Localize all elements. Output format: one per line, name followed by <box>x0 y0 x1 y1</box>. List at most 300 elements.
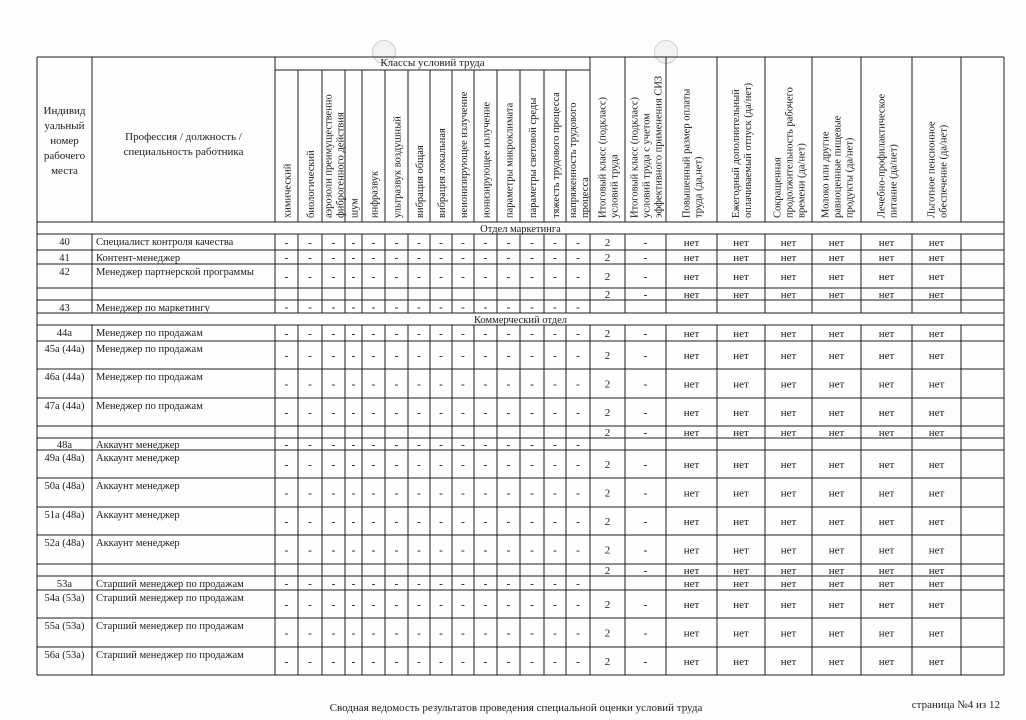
benefit-value: нет <box>733 271 749 283</box>
factor-value: - <box>576 578 580 590</box>
profession-name: Менеджер по маркетингу <box>96 303 210 314</box>
factor-value: - <box>439 656 443 668</box>
header-profession: специальность работника <box>123 146 244 158</box>
header-summary-5: Молоко или другие <box>820 131 832 218</box>
benefit-value: нет <box>683 565 700 577</box>
factor-value: - <box>394 459 399 471</box>
factor-value: - <box>439 516 443 528</box>
header-factor-11: параметры световой среды <box>528 97 539 218</box>
benefit-value: нет <box>878 350 895 362</box>
factor-value: - <box>576 487 580 500</box>
profession-name: Аккаунт менеджер <box>96 538 180 549</box>
benefit-value: нет <box>733 544 749 557</box>
benefit-value: нет <box>928 407 945 419</box>
factor-value: - <box>417 516 421 528</box>
final-class-siz: - <box>643 289 648 301</box>
factor-value: - <box>417 378 421 391</box>
benefit-value: нет <box>828 289 845 301</box>
factor-value: - <box>530 599 534 611</box>
factor-value: - <box>417 328 421 340</box>
workplace-number: 51а (48а) <box>44 510 85 521</box>
benefit-value: нет <box>928 328 945 340</box>
benefit-value: нет <box>878 599 895 611</box>
factor-value: - <box>483 578 488 590</box>
factor-value: - <box>506 578 511 590</box>
final-class-siz: - <box>643 544 648 557</box>
factor-value: - <box>553 544 557 557</box>
factor-value: - <box>530 627 534 640</box>
header-summary-7: обеспечение (да/нет) <box>938 124 950 218</box>
workplace-number: 52а (48а) <box>44 538 85 549</box>
factor-value: - <box>461 516 465 528</box>
workplace-number: 42 <box>59 267 70 278</box>
header-factor-1: биологический <box>306 150 317 218</box>
factor-value: - <box>331 301 336 314</box>
factor-value: - <box>351 252 356 264</box>
final-class: 2 <box>604 487 611 500</box>
factor-value: - <box>506 350 511 362</box>
benefit-value: нет <box>683 271 700 283</box>
final-class-siz: - <box>643 350 648 362</box>
factor-value: - <box>506 439 511 451</box>
benefit-value: нет <box>928 289 945 301</box>
benefit-value: нет <box>878 328 895 340</box>
workplace-number: 53а <box>56 579 73 590</box>
header-factor-6: вибрация общая <box>415 145 426 218</box>
factor-value: - <box>576 378 580 391</box>
factor-value: - <box>483 350 488 362</box>
workplace-number: 49а (48а) <box>44 453 85 464</box>
benefit-value: нет <box>683 252 700 264</box>
benefit-value: нет <box>828 544 845 557</box>
benefit-value: нет <box>733 578 749 590</box>
benefit-value: нет <box>733 252 749 264</box>
factor-value: - <box>308 252 312 264</box>
benefit-value: нет <box>928 350 945 362</box>
factor-value: - <box>530 378 534 391</box>
factor-value: - <box>371 328 376 340</box>
factor-value: - <box>371 656 376 668</box>
benefit-value: нет <box>780 487 797 500</box>
factor-value: - <box>439 301 443 314</box>
factor-value: - <box>394 378 399 391</box>
factor-value: - <box>530 252 534 264</box>
final-class-siz: - <box>643 427 648 439</box>
factor-value: - <box>530 328 534 340</box>
section-heading: Отдел маркетинга <box>480 224 561 235</box>
factor-value: - <box>351 599 356 611</box>
factor-value: - <box>461 328 465 340</box>
factor-value: - <box>553 407 557 419</box>
factor-value: - <box>308 627 312 640</box>
final-class-siz: - <box>643 328 648 340</box>
factor-value: - <box>351 328 356 340</box>
final-class-siz: - <box>643 565 648 577</box>
factor-value: - <box>394 350 399 362</box>
factor-value: - <box>308 378 312 391</box>
factor-value: - <box>371 407 376 419</box>
factor-value: - <box>417 544 421 557</box>
benefit-value: нет <box>683 459 700 471</box>
factor-value: - <box>394 328 399 340</box>
benefit-value: нет <box>828 627 845 640</box>
final-class: 2 <box>604 350 611 362</box>
factor-value: - <box>417 487 421 500</box>
factor-value: - <box>394 599 399 611</box>
factor-value: - <box>439 328 443 340</box>
factor-value: - <box>331 487 336 500</box>
factor-value: - <box>461 578 465 590</box>
factor-value: - <box>576 407 580 419</box>
workplace-number: 43 <box>59 303 70 314</box>
final-class: 2 <box>604 599 611 611</box>
final-class-siz: - <box>643 627 648 640</box>
header-factor-13: напряженность трудового <box>568 102 579 218</box>
profession-name: Старший менеджер по продажам <box>96 593 244 604</box>
header-summary-5: продукты (да/нет) <box>844 137 856 218</box>
factor-value: - <box>394 516 399 528</box>
factor-value: - <box>461 599 465 611</box>
benefit-value: нет <box>878 627 895 640</box>
factor-value: - <box>530 459 534 471</box>
benefit-value: нет <box>878 407 895 419</box>
factor-value: - <box>284 599 289 611</box>
benefit-value: нет <box>828 378 845 391</box>
benefit-value: нет <box>780 627 797 640</box>
factor-value: - <box>308 237 312 249</box>
factor-value: - <box>461 378 465 391</box>
final-class-siz: - <box>643 237 648 249</box>
header-factor-8: неионизирующее излучение <box>459 91 470 218</box>
header-workplace-number: Индивид <box>43 105 86 117</box>
factor-value: - <box>331 328 336 340</box>
factor-value: - <box>394 252 399 264</box>
factor-value: - <box>284 252 289 264</box>
factor-value: - <box>351 237 356 249</box>
benefit-value: нет <box>780 656 797 668</box>
header-summary-4: времени (да/нет) <box>796 143 808 218</box>
benefit-value: нет <box>733 328 749 340</box>
factor-value: - <box>483 487 488 500</box>
workplace-number: 47а (44а) <box>44 401 85 412</box>
factor-value: - <box>394 578 399 590</box>
factor-value: - <box>530 301 534 314</box>
benefit-value: нет <box>683 237 700 249</box>
factor-value: - <box>461 627 465 640</box>
factor-value: - <box>394 301 399 314</box>
workplace-number: 45а (44а) <box>44 344 85 355</box>
benefit-value: нет <box>780 516 797 528</box>
factor-value: - <box>331 237 336 249</box>
factor-value: - <box>439 487 443 500</box>
factor-value: - <box>461 407 465 419</box>
factor-value: - <box>417 271 421 283</box>
factor-value: - <box>439 439 443 451</box>
benefit-value: нет <box>683 350 700 362</box>
factor-value: - <box>483 237 488 249</box>
benefit-value: нет <box>828 516 845 528</box>
factor-value: - <box>308 544 312 557</box>
benefit-value: нет <box>828 427 845 439</box>
factor-value: - <box>351 350 356 362</box>
factor-value: - <box>483 656 488 668</box>
factor-value: - <box>506 407 511 419</box>
factor-value: - <box>417 627 421 640</box>
factor-value: - <box>394 656 399 668</box>
benefit-value: нет <box>928 656 945 668</box>
factor-value: - <box>506 544 511 557</box>
factor-value: - <box>308 271 312 283</box>
factor-value: - <box>351 407 356 419</box>
factor-value: - <box>331 252 336 264</box>
workplace-number: 40 <box>59 237 70 248</box>
benefit-value: нет <box>878 271 895 283</box>
factor-value: - <box>394 271 399 283</box>
factor-value: - <box>439 378 443 391</box>
benefit-value: нет <box>928 271 945 283</box>
header-workplace-number: номер <box>50 135 79 147</box>
factor-value: - <box>284 459 289 471</box>
factor-value: - <box>439 237 443 249</box>
profession-name: Специалист контроля качества <box>96 237 234 248</box>
factor-value: - <box>483 627 488 640</box>
factor-value: - <box>284 544 289 557</box>
profession-name: Старший менеджер по продажам <box>96 579 244 590</box>
header-summary-1: эффективного применения СИЗ <box>653 75 665 218</box>
header-summary-0: условий труда <box>609 154 621 218</box>
benefit-value: нет <box>828 459 845 471</box>
profession-name: Менеджер по продажам <box>96 344 203 355</box>
benefit-value: нет <box>683 627 700 640</box>
header-summary-6: питание (да/нет) <box>888 144 900 218</box>
factor-value: - <box>506 516 511 528</box>
final-class: 2 <box>604 271 611 283</box>
factor-value: - <box>506 271 511 283</box>
factor-value: - <box>439 578 443 590</box>
factor-value: - <box>284 578 289 590</box>
factor-value: - <box>417 350 421 362</box>
benefit-value: нет <box>780 271 797 283</box>
factor-value: - <box>284 656 289 668</box>
factor-value: - <box>576 237 580 249</box>
factor-value: - <box>371 516 376 528</box>
factor-value: - <box>553 656 557 668</box>
factor-value: - <box>308 516 312 528</box>
benefit-value: нет <box>928 565 945 577</box>
benefit-value: нет <box>828 487 845 500</box>
benefit-value: нет <box>878 578 895 590</box>
factor-value: - <box>530 237 534 249</box>
benefit-value: нет <box>683 328 700 340</box>
factor-value: - <box>308 487 312 500</box>
factor-value: - <box>553 627 557 640</box>
factor-value: - <box>371 237 376 249</box>
final-class: 2 <box>604 289 611 301</box>
workplace-number: 55а (53а) <box>44 621 85 632</box>
factor-value: - <box>371 301 376 314</box>
benefit-value: нет <box>828 350 845 362</box>
benefit-value: нет <box>878 459 895 471</box>
factor-value: - <box>576 544 580 557</box>
final-class: 2 <box>604 407 611 419</box>
benefit-value: нет <box>878 487 895 500</box>
header-summary-0: Итоговый класс (подкласс) <box>597 96 609 218</box>
benefit-value: нет <box>733 407 749 419</box>
header-profession: Профессия / должность / <box>125 131 242 143</box>
benefit-value: нет <box>878 378 895 391</box>
factor-value: - <box>553 487 557 500</box>
benefit-value: нет <box>780 350 797 362</box>
benefit-value: нет <box>683 407 700 419</box>
profession-name: Аккаунт менеджер <box>96 481 180 492</box>
final-class-siz: - <box>643 271 648 283</box>
factor-value: - <box>331 378 336 391</box>
factor-value: - <box>506 328 511 340</box>
benefit-value: нет <box>780 289 797 301</box>
benefit-value: нет <box>733 237 749 249</box>
workplace-number: 46а (44а) <box>44 372 85 383</box>
page-number: страница №4 из 12 <box>911 699 1000 711</box>
header-summary-4: Сокращенная <box>772 157 784 218</box>
factor-value: - <box>308 407 312 419</box>
factor-value: - <box>576 656 580 668</box>
header-factor-7: вибрация локальная <box>437 128 448 218</box>
benefit-value: нет <box>683 578 700 590</box>
benefit-value: нет <box>780 578 797 590</box>
factor-value: - <box>331 599 336 611</box>
benefit-value: нет <box>683 487 700 500</box>
factor-value: - <box>417 599 421 611</box>
factor-value: - <box>284 439 289 451</box>
benefit-value: нет <box>780 378 797 391</box>
benefit-value: нет <box>828 565 845 577</box>
factor-value: - <box>351 578 356 590</box>
benefit-value: нет <box>733 599 749 611</box>
factor-value: - <box>284 407 289 419</box>
factor-value: - <box>461 301 465 314</box>
factor-value: - <box>371 271 376 283</box>
factor-value: - <box>576 439 580 451</box>
benefit-value: нет <box>733 378 749 391</box>
workplace-number: 54а (53а) <box>44 593 85 604</box>
header-workplace-number: места <box>51 165 78 177</box>
benefit-value: нет <box>828 252 845 264</box>
benefit-value: нет <box>928 627 945 640</box>
benefit-value: нет <box>683 544 700 557</box>
final-class: 2 <box>604 516 611 528</box>
factor-value: - <box>461 271 465 283</box>
factor-value: - <box>308 350 312 362</box>
factor-value: - <box>371 544 376 557</box>
factor-value: - <box>553 350 557 362</box>
final-class-siz: - <box>643 252 648 264</box>
profession-name: Менеджер по продажам <box>96 401 203 412</box>
benefit-value: нет <box>928 544 945 557</box>
workplace-number: 48а <box>56 440 73 451</box>
benefit-value: нет <box>878 289 895 301</box>
header-factor-4: инфразвук <box>369 170 381 218</box>
factor-value: - <box>483 439 488 451</box>
factor-value: - <box>284 627 289 640</box>
factor-value: - <box>530 656 534 668</box>
header-factor-5: ультразвук воздушный <box>392 116 404 218</box>
benefit-value: нет <box>928 237 945 249</box>
final-class: 2 <box>604 656 611 668</box>
factor-value: - <box>553 328 557 340</box>
final-class-siz: - <box>643 459 648 471</box>
factor-value: - <box>417 237 421 249</box>
factor-value: - <box>417 252 421 264</box>
profession-name: Старший менеджер по продажам <box>96 621 244 632</box>
header-summary-3: оплачиваемый отпуск (да/нет) <box>743 82 754 218</box>
factor-value: - <box>331 459 336 471</box>
factor-value: - <box>461 439 465 451</box>
factor-value: - <box>483 407 488 419</box>
factor-value: - <box>371 627 376 640</box>
final-class: 2 <box>604 378 611 391</box>
factor-value: - <box>394 487 399 500</box>
benefit-value: нет <box>780 252 797 264</box>
factor-value: - <box>530 487 534 500</box>
header-factor-0: химический <box>282 163 294 218</box>
benefit-value: нет <box>733 350 749 362</box>
final-class: 2 <box>604 252 611 264</box>
final-class-siz: - <box>643 487 648 500</box>
header-summary-4: продолжительность рабочего <box>784 87 796 218</box>
factor-value: - <box>530 350 534 362</box>
factor-value: - <box>576 271 580 283</box>
benefit-value: нет <box>878 544 895 557</box>
factor-value: - <box>351 487 356 500</box>
header-workplace-number: рабочего <box>43 150 86 162</box>
factor-value: - <box>553 237 557 249</box>
factor-value: - <box>284 378 289 391</box>
factor-value: - <box>439 459 443 471</box>
workplace-number: 56а (53а) <box>44 650 85 661</box>
factor-value: - <box>417 459 421 471</box>
profession-name: Менеджер по продажам <box>96 372 203 383</box>
benefit-value: нет <box>828 328 845 340</box>
factor-value: - <box>439 350 443 362</box>
factor-value: - <box>371 487 376 500</box>
factor-value: - <box>371 439 376 451</box>
factor-value: - <box>371 599 376 611</box>
factor-value: - <box>553 301 557 314</box>
factor-value: - <box>461 487 465 500</box>
final-class-siz: - <box>643 407 648 419</box>
profession-name: Менеджер партнерской программы <box>96 267 254 278</box>
benefit-value: нет <box>928 578 945 590</box>
profession-name: Аккаунт менеджер <box>96 440 180 451</box>
factor-value: - <box>461 237 465 249</box>
factor-value: - <box>394 439 399 451</box>
benefit-value: нет <box>683 378 700 391</box>
header-classes-group: Классы условий труда <box>380 57 485 69</box>
factor-value: - <box>530 439 534 451</box>
header-summary-6: Лечебно-профилактическое <box>876 93 888 218</box>
benefit-value: нет <box>878 565 895 577</box>
factor-value: - <box>553 378 557 391</box>
benefit-value: нет <box>828 656 845 668</box>
factor-value: - <box>417 439 421 451</box>
factor-value: - <box>576 516 580 528</box>
factor-value: - <box>576 459 580 471</box>
profession-name: Старший менеджер по продажам <box>96 650 244 661</box>
factor-value: - <box>331 439 336 451</box>
factor-value: - <box>576 252 580 264</box>
factor-value: - <box>417 578 421 590</box>
factor-value: - <box>284 301 289 314</box>
